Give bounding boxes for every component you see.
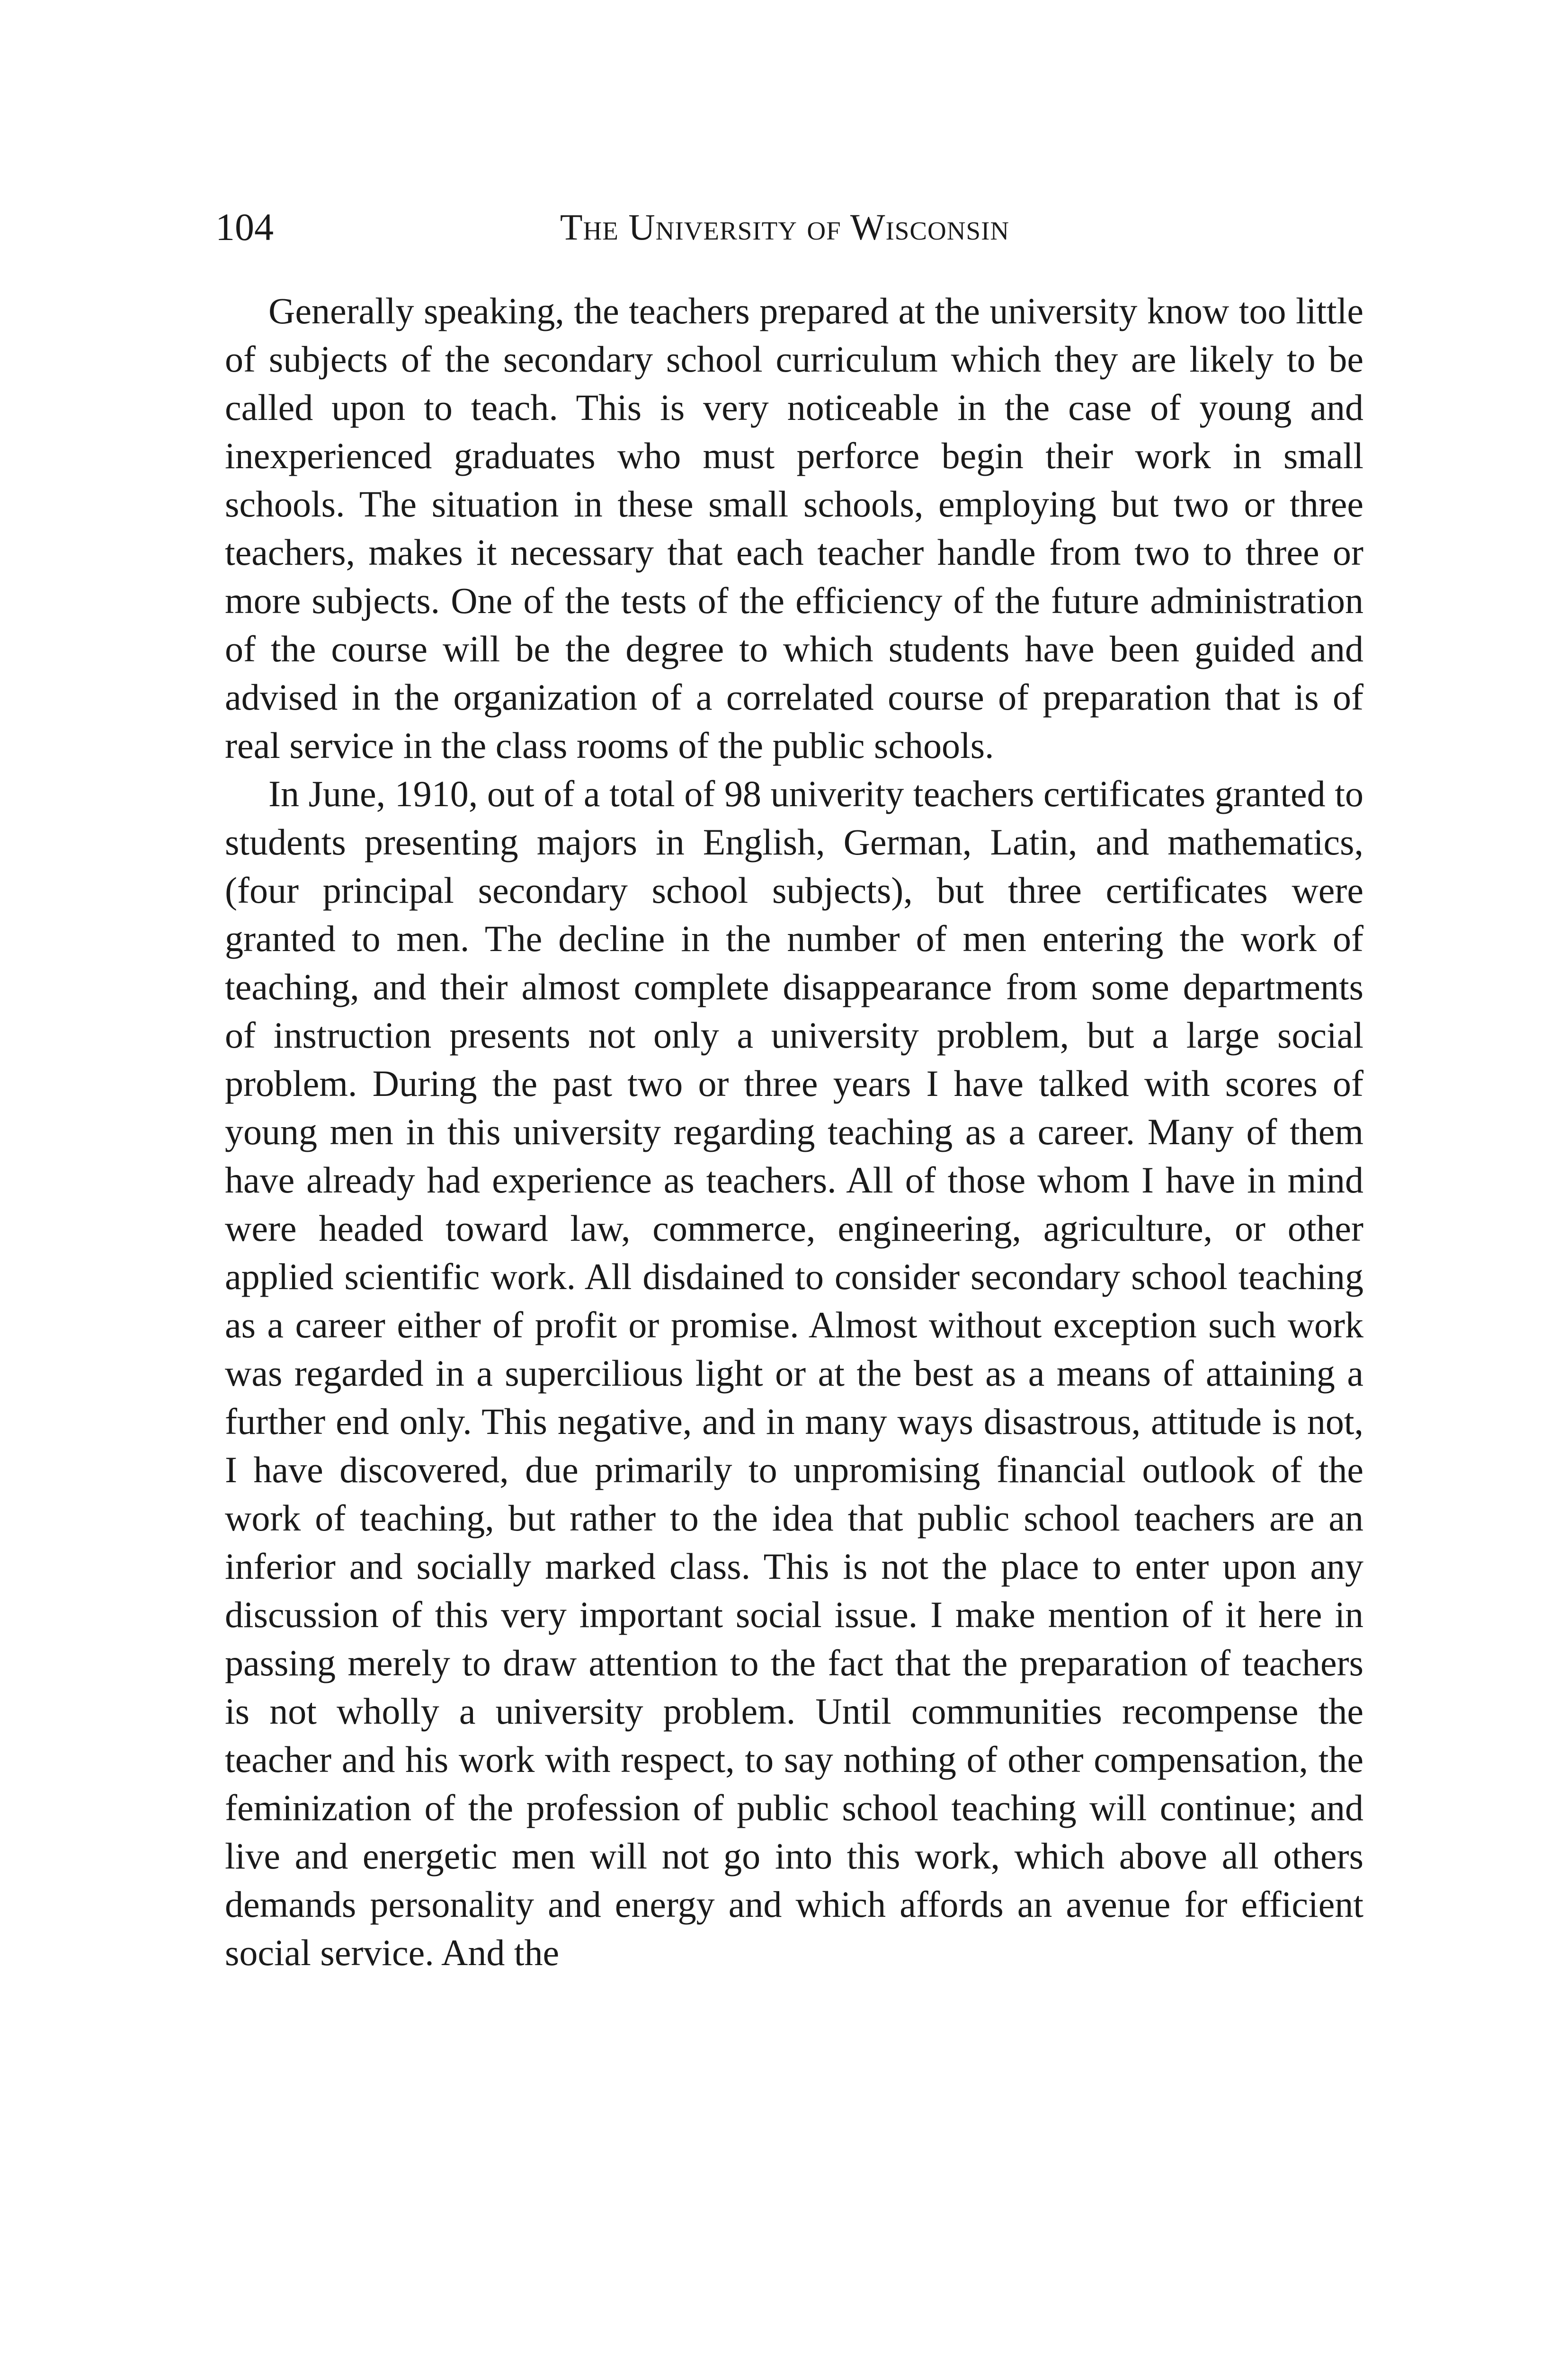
paragraph: Generally speaking, the teachers prepared at the university know too little of subjects of the secondary school curriculum which they are likely to be called upon to teach. This is very noticeable in the case of young and inexperienced graduates who must perforce begin their work in small schools. The situation in these small schools, employing but two or three teachers, makes it necessary that each teacher handle from two to three or more subjects. One of the tests of the efficiency of the future administration of the course will be the degree to which students have been guided and advised in the organization of a correlated course of preparation that is of real service in the class rooms of the public schools. xyxy=(225,290,1363,766)
running-title: The University of Wisconsin xyxy=(560,206,1010,248)
body-text xyxy=(225,287,1363,1977)
page-header xyxy=(215,201,1354,253)
paragraph: In June, 1910, out of a total of 98 univerity teachers certificates granted to students presenting majors in English, German, Latin, and mathematics, (four principal secondary school subjects), but three certificates were granted to men. The decline in the number of men entering the work of teaching, and their almost complete disappearance from some departments of instruction presents not only a university problem, but a large social problem. During the past two or three years I have talked with scores of young men in this university regarding teaching as a career. Many of them have already had experience as teachers. All of those whom I have in mind were headed toward law, commerce, engineering, agriculture, or other applied scientific work. All disdained to consider secondary school teaching as a career either of profit or promise. Almost without exception such work was regarded in a supercilious light or at the best as a means of attaining a further end only. This negative, and in many ways disastrous, attitude is not, I have discovered, due primarily to unpromising financial outlook of the work of teaching, but rather to the idea that public school teachers are an inferior and socially marked class. This is not the place to enter upon any discussion of this very important social issue. I make mention of it here in passing merely to draw attention to the fact that the preparation of teachers is not wholly a university problem. Until communities recompense the teacher and his work with respect, to say nothing of other compensation, the feminization of the profession of public school teaching will continue; and live and energetic men will not go into this work, which above all others demands personality and energy and which affords an avenue for efficient social service. And the xyxy=(225,773,1363,1973)
page-number: 104 xyxy=(215,205,274,249)
